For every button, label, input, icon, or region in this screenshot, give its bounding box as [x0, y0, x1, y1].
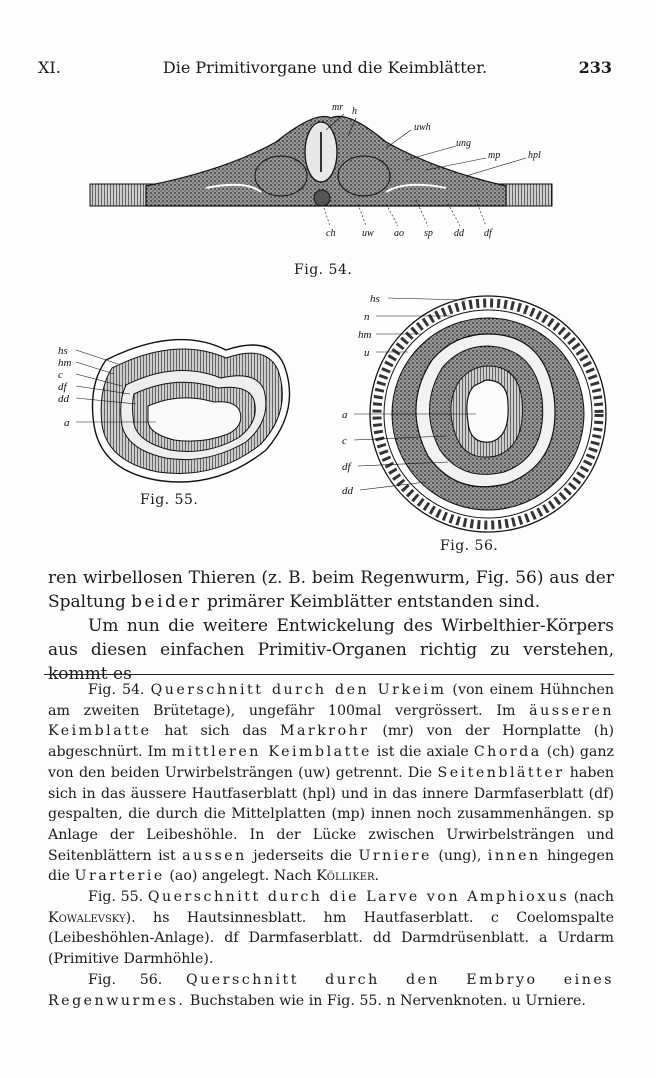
fig56-label-hs: hs	[370, 293, 380, 305]
fig55-label-hs: hs	[58, 345, 68, 357]
fig54-label-dd: dd	[454, 228, 464, 239]
fig55-label-df: df	[58, 381, 67, 393]
fig54-label-h: h	[352, 106, 357, 117]
chapter-number: XI.	[38, 58, 61, 77]
fig56-label-u: u	[364, 347, 370, 359]
fig54-label-hpl: hpl	[528, 150, 541, 161]
figure-54-caption: Fig. 54.	[294, 262, 353, 278]
note-fig-54: Fig. 54. Querschnitt durch den Urkeim (von einem Hühnchen am zweiten Brütetage), ungefähr 100mal vergrössert. Im äusseren Keimblatte hat sich das Markrohr (mr) von der Hornplatte (h) abgeschnürt. Im mittleren Keimblatte ist die axiale Chorda (ch) ganz von den beiden Urwirbelsträngen (uw) getrennt. Die Seitenblätter haben sich in das äussere Hautfaserblatt (hpl) und in das innere Darmfaserblatt (df) gespalten, die durch die Mittelplatten (mp) innen noch zusammenhängen. sp Anlage der Leibeshöhle. In der Lücke zwischen Urwirbelsträngen und Seitenblättern ist aussen jederseits die Urniere (ung), innen hingegen die Urarterie (ao) angelegt. Nach Kölliker.	[48, 682, 615, 885]
fig55-label-dd: dd	[58, 393, 69, 405]
page-number: 233	[578, 58, 612, 77]
footnote-rule	[44, 674, 614, 675]
paragraph-2: Um nun die weitere Entwickelung des Wirbelthier-Körpers aus diesen einfachen Primitiv-Organen richtig zu verstehen, kommt es	[48, 616, 614, 684]
fig54-label-mr: mr	[332, 102, 344, 113]
figure-55-drawing	[56, 330, 306, 490]
figure-56	[336, 286, 616, 536]
figure-54-drawing	[86, 100, 556, 250]
note-fig-56: Fig. 56. Querschnitt durch den Embryo eines Regenwurmes. Buchstaben wie in Fig. 55. n Nervenknoten. u Urniere.	[48, 971, 615, 1009]
fig56-label-df: df	[342, 461, 351, 473]
running-title: Die Primitivorgane und die Keimblätter.	[162, 58, 488, 77]
figure-56-caption: Fig. 56.	[440, 538, 499, 554]
fig55-label-c: c	[58, 369, 63, 381]
fig56-label-n: n	[364, 311, 370, 323]
figure-55	[56, 330, 306, 490]
note-fig-55: Fig. 55. Querschnitt durch die Larve von Amphioxus (nach Kowalevsky). hs Hautsinnesblatt. hm Hautfaserblatt. c Coelomspalte (Leibeshöhlen-Anlage). df Darmfaserblatt. dd Darmdrüsenblatt. a Urdarm (Primitive Darmhöhle).	[48, 889, 614, 968]
running-header	[38, 58, 612, 82]
fig56-label-a: a	[342, 409, 348, 421]
fig56-label-dd: dd	[342, 485, 353, 497]
fig54-label-ung: ung	[456, 138, 471, 149]
fig54-label-ch: ch	[326, 228, 336, 239]
paragraph-1: ren wirbellosen Thieren (z. B. beim Regenwurm, Fig. 56) aus der Spaltung beider primärer Keimblätter entstanden sind.	[48, 568, 614, 612]
fig55-label-a: a	[64, 417, 70, 429]
fig55-label-hm: hm	[58, 357, 72, 369]
fig54-label-sp: sp	[424, 228, 433, 239]
fig54-label-uw: uw	[362, 228, 374, 239]
fig56-label-c: c	[342, 435, 347, 447]
fig54-label-uwh: uwh	[414, 122, 431, 133]
figure-55-caption: Fig. 55.	[140, 492, 199, 508]
figure-explanations	[48, 680, 614, 1011]
main-text	[48, 566, 614, 686]
fig54-label-df: df	[484, 228, 492, 239]
fig56-label-hm: hm	[358, 329, 372, 341]
fig54-label-mp: mp	[488, 150, 501, 161]
fig54-label-ao: ao	[394, 228, 404, 239]
figure-56-drawing	[336, 286, 616, 536]
figure-54	[86, 100, 556, 250]
